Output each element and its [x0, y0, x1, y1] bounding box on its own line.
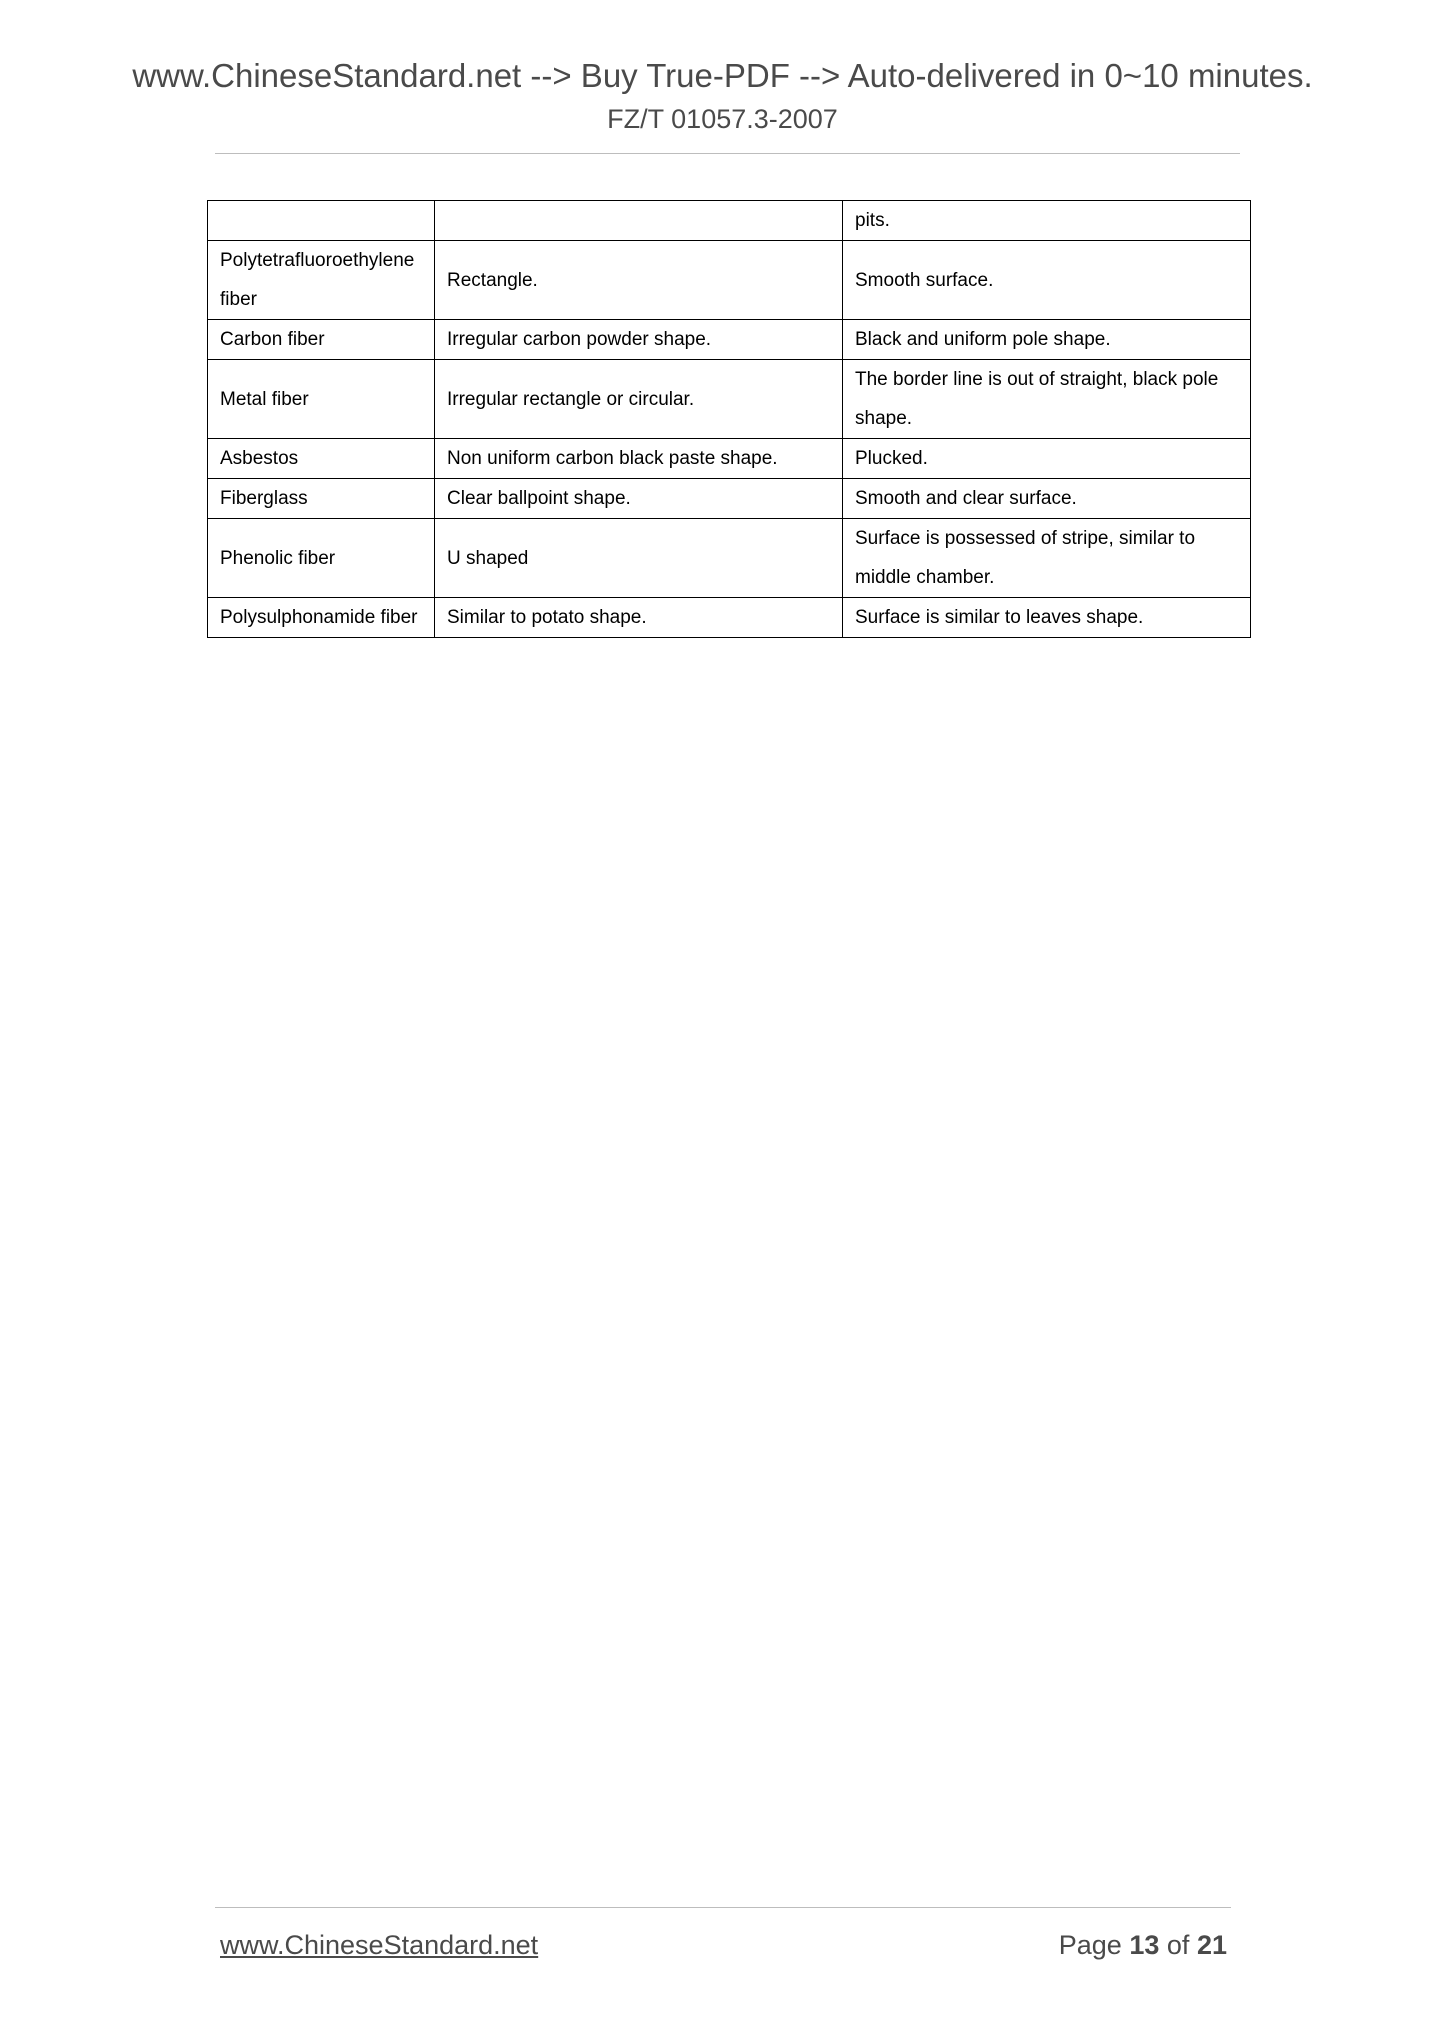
- table-cell: [435, 201, 843, 241]
- table-cell: Polytetrafluoroethylene fiber: [208, 241, 435, 320]
- table-row: [208, 439, 1251, 479]
- table-cell: Plucked.: [843, 439, 1251, 479]
- table-cell: Irregular rectangle or circular.: [435, 360, 843, 439]
- table-cell: Clear ballpoint shape.: [435, 479, 843, 519]
- table-row: [208, 598, 1251, 638]
- table-cell: Similar to potato shape.: [435, 598, 843, 638]
- table-cell: Fiberglass: [208, 479, 435, 519]
- table-cell: Surface is possessed of stripe, similar to middle chamber.: [843, 519, 1251, 598]
- fiber-characteristics-table: [207, 200, 1251, 638]
- table-cell: Phenolic fiber: [208, 519, 435, 598]
- page-indicator: [1059, 1928, 1227, 1962]
- table-row: [208, 519, 1251, 598]
- table-cell: Black and uniform pole shape.: [843, 320, 1251, 360]
- table-cell: The border line is out of straight, black pole shape.: [843, 360, 1251, 439]
- page-total: 21: [1196, 1930, 1227, 1960]
- page-of: of: [1166, 1930, 1190, 1960]
- table-cell: Polysulphonamide fiber: [208, 598, 435, 638]
- table-cell: U shaped: [435, 519, 843, 598]
- header-banner: www.ChineseStandard.net --> Buy True-PDF --> Auto-delivered in 0~10 minutes.: [132, 57, 1313, 94]
- table-cell: Carbon fiber: [208, 320, 435, 360]
- table-cell: Non uniform carbon black paste shape.: [435, 439, 843, 479]
- table-row: [208, 479, 1251, 519]
- footer-divider: [215, 1907, 1231, 1908]
- standard-code: FZ/T 01057.3-2007: [607, 104, 838, 134]
- table-cell: Metal fiber: [208, 360, 435, 439]
- table-cell: Rectangle.: [435, 241, 843, 320]
- table-cell: pits.: [843, 201, 1251, 241]
- table-cell: Irregular carbon powder shape.: [435, 320, 843, 360]
- page-prefix: Page: [1058, 1930, 1122, 1960]
- table-row: [208, 360, 1251, 439]
- table-row: [208, 320, 1251, 360]
- footer-site-link[interactable]: www.ChineseStandard.net: [220, 1930, 539, 1960]
- table-cell: [208, 201, 435, 241]
- header-divider: [215, 153, 1240, 154]
- table-row: [208, 201, 1251, 241]
- table-cell: Smooth and clear surface.: [843, 479, 1251, 519]
- table-row: [208, 241, 1251, 320]
- table-cell: Asbestos: [208, 439, 435, 479]
- table-cell: Surface is similar to leaves shape.: [843, 598, 1251, 638]
- page-current: 13: [1129, 1930, 1160, 1960]
- table-cell: Smooth surface.: [843, 241, 1251, 320]
